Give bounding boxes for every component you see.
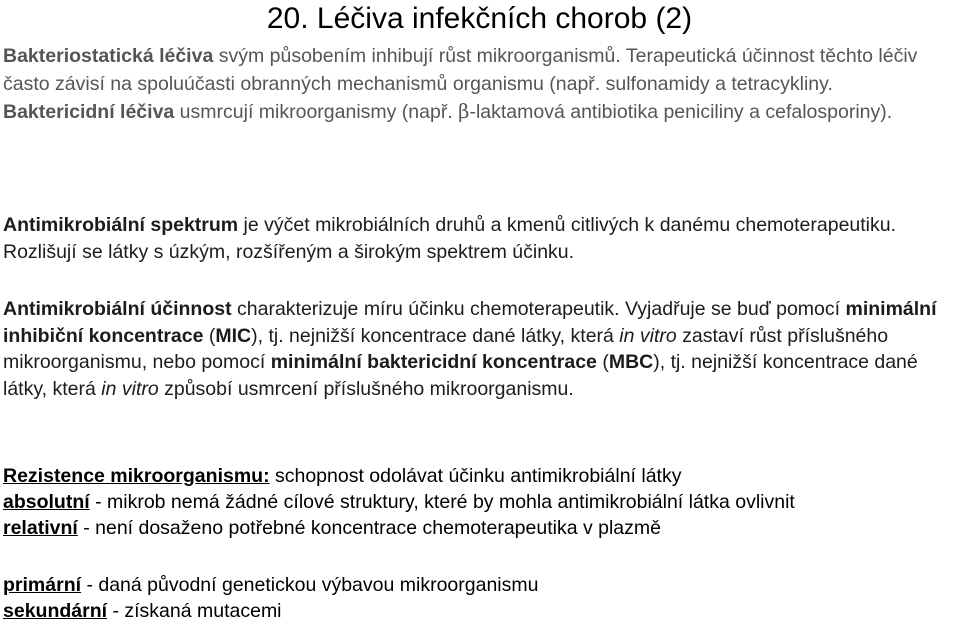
- text-ucinnost-7: způsobí usmrcení příslušného mikroorganismu.: [158, 377, 574, 400]
- term-relativni: relativní: [3, 517, 78, 539]
- text-primarni: - daná původní genetickou výbavou mikroorganismu: [81, 574, 539, 596]
- term-ucinnost: Antimikrobiální účinnost: [3, 298, 232, 320]
- text-rezistence: schopnost odolávat účinku antimikrobiální látky: [269, 465, 682, 487]
- paragraph-ucinnost: [3, 296, 958, 402]
- text-baktericidni-2: -laktamová antibiotika peniciliny a cefalosporiny).: [469, 101, 893, 123]
- text-ucinnost-1: charakterizuje míru účinku chemoterapeutik. Vyjadřuje se buď pomocí: [231, 298, 846, 320]
- paragraph-bakteriostaticka: [3, 42, 958, 126]
- text-ucinnost-5: (: [596, 351, 609, 373]
- term-mic: minimální inhibiční koncentrace: [3, 298, 937, 347]
- text-ucinnost-4: zastaví růst příslušného mikroorganismu, nebo pomocí: [3, 324, 889, 373]
- term-sekundarni: sekundární: [3, 600, 108, 622]
- term-mbc: minimální baktericidní koncentrace: [270, 351, 597, 373]
- term-rezistence: Rezistence mikroorganismu:: [3, 465, 270, 487]
- paragraph-rezistence: [3, 463, 958, 541]
- term-absolutni: absolutní: [3, 491, 90, 513]
- paragraph-typ-rezistence: [3, 572, 958, 624]
- text-ucinnost-2: (: [203, 324, 216, 347]
- term-primarni: primární: [3, 574, 82, 596]
- text-ucinnost-6: ), tj. nejnižší koncentrace dané látky, která: [3, 351, 918, 400]
- paragraph-spektrum: [3, 212, 958, 265]
- text-bakteriostaticka: svým působením inhibují růst mikroorganismů. Terapeutická účinnost těchto léčiv často závisí na spoluúčasti obranných mechanismů organismu (např. sulfonamidy a tetracykliny.: [3, 45, 918, 95]
- text-baktericidni-1: usmrcují mikroorganismy (např.: [174, 101, 459, 123]
- in-vitro-1: in vitro: [619, 324, 677, 347]
- term-baktericidni: Baktericidní léčiva: [3, 101, 175, 123]
- text-relativni: - není dosaženo potřebné koncentrace chemoterapeutika v plazmě: [77, 517, 661, 539]
- term-spektrum: Antimikrobiální spektrum: [3, 214, 239, 236]
- text-ucinnost-3: ), tj. nejnižší koncentrace dané látky, která: [251, 324, 620, 347]
- text-spektrum: je výčet mikrobiálních druhů a kmenů citlivých k danému chemoterapeutiku. Rozlišují se látky s úzkým, rozšířeným a širokým spektrem účinku.: [3, 214, 897, 263]
- in-vitro-2: in vitro: [101, 377, 159, 400]
- abbr-mic: MIC: [215, 324, 252, 347]
- text-sekundarni: - získaná mutacemi: [107, 600, 282, 622]
- abbr-mbc: MBC: [608, 351, 654, 373]
- text-absolutni: - mikrob nemá žádné cílové struktury, které by mohla antimikrobiální látka ovlivnit: [89, 491, 795, 513]
- term-bakteriostaticka: Bakteriostatická léčiva: [3, 45, 214, 67]
- page-title: 20. Léčiva infekčních chorob (2): [266, 2, 693, 35]
- beta-symbol: β: [458, 100, 470, 123]
